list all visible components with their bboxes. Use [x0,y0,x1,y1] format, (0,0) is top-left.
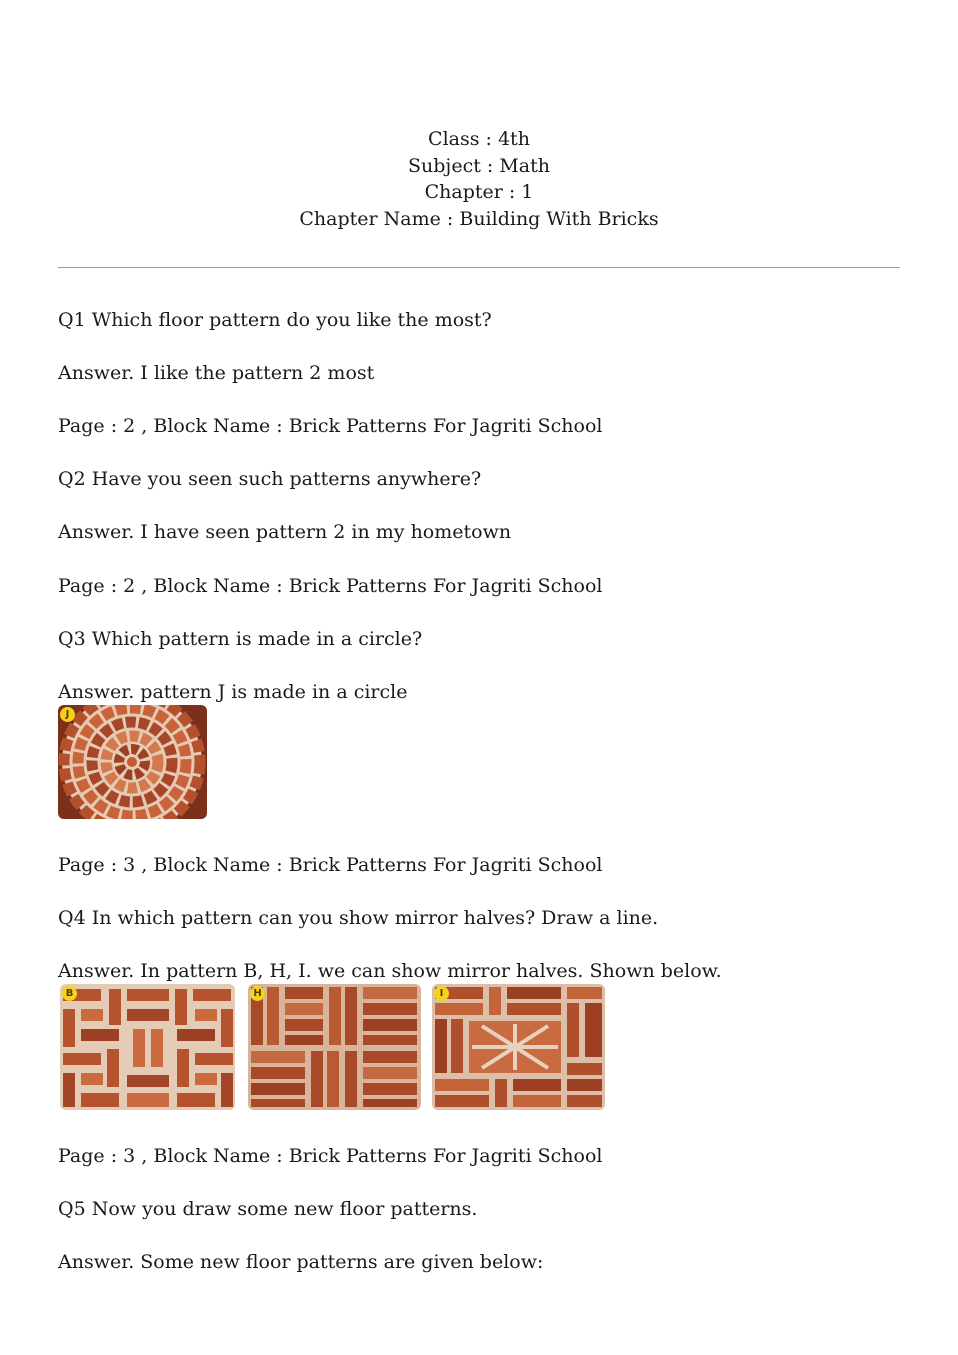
document-header [0,126,958,232]
q1-answer: Answer. I like the pattern 2 most [58,362,375,384]
circular-brick-pattern-image [58,705,207,819]
class-line: Class : 4th [428,128,530,150]
q4-question: Q4 In which pattern can you show mirror halves? Draw a line. [58,907,659,929]
q3-question: Q3 Which pattern is made in a circle? [58,628,423,650]
q1-page-ref: Page : 2 , Block Name : Brick Patterns For Jagriti School [58,415,603,437]
q4-answer: Answer. In pattern B, H, I. we can show mirror halves. Shown below. [58,960,722,982]
q3-page-ref: Page : 3 , Block Name : Brick Patterns For Jagriti School [58,854,603,876]
pattern-h-badge: H [250,986,265,1001]
chapter-name-line: Chapter Name : Building With Bricks [299,207,659,230]
q3-answer: Answer. pattern J is made in a circle [58,681,408,703]
q2-question: Q2 Have you seen such patterns anywhere? [58,468,482,490]
q4-page-ref: Page : 3 , Block Name : Brick Patterns For Jagriti School [58,1145,603,1167]
q2-page-ref: Page : 2 , Block Name : Brick Patterns For Jagriti School [58,575,603,597]
q1-question: Q1 Which floor pattern do you like the most? [58,309,492,331]
q2-answer: Answer. I have seen pattern 2 in my hometown [58,521,512,543]
pattern-j-badge: J [60,707,75,722]
header-divider [58,267,900,268]
pattern-b-badge: B [62,986,77,1001]
q5-answer: Answer. Some new floor patterns are given below: [58,1251,544,1273]
subject-line: Subject : Math [408,154,550,177]
brick-pattern-b-image [60,984,235,1110]
chapter-line: Chapter : 1 [424,181,534,203]
pattern-i-badge: I [434,986,449,1001]
brick-pattern-i-image [432,984,605,1110]
brick-pattern-h-image [248,984,421,1110]
q5-question: Q5 Now you draw some new floor patterns. [58,1198,478,1220]
